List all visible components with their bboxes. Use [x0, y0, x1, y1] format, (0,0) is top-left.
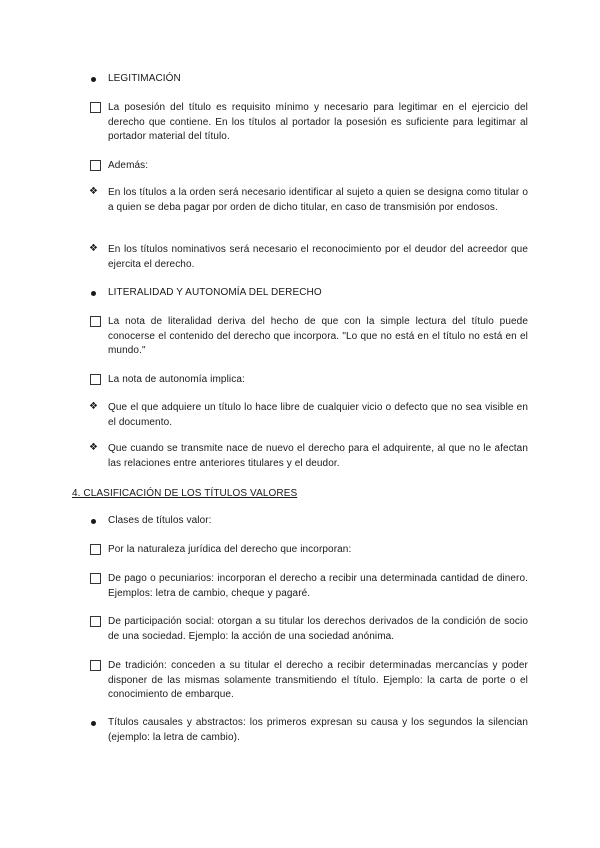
diamond-item-adquiere: ❖ Que el que adquiere un título lo hace libre de cualquier vicio o defecto que no sea visible en el documento.	[88, 401, 528, 430]
item-text: De pago o pecuniarios: incorporan el derecho a recibir una determinada cantidad de dinero. Ejemplos: letra de cambio, cheque y pagaré.	[108, 573, 528, 599]
bullet-causales	[88, 716, 528, 745]
bullet-text: LITERALIDAD Y AUTONOMÍA DEL DERECHO	[108, 287, 322, 298]
item-text: Que el que adquiere un título lo hace libre de cualquier vicio o defecto que no sea visible en el documento.	[108, 402, 528, 428]
bullet-text: Clases de títulos valor:	[108, 515, 212, 526]
checkbox-item-autonomia	[88, 373, 528, 388]
item-text: Además:	[108, 160, 149, 171]
item-text: En los títulos nominativos será necesario el reconocimiento por el deudor del acreedor que ejercita el derecho.	[108, 244, 528, 270]
item-text: La nota de autonomía implica:	[108, 374, 245, 385]
item-text: Por la naturaleza jurídica del derecho que incorporan:	[108, 544, 352, 555]
checkbox-item-participacion	[88, 615, 528, 644]
checkbox-item-naturaleza	[88, 543, 528, 558]
bullet-text: Títulos causales y abstractos: los primeros expresan su causa y los segundos la silencian (ejemplo: la letra de cambio).	[108, 717, 528, 743]
diamond-item-orden: ❖ En los títulos a la orden será necesario identificar al sujeto a quien se designa como titular o a quien se deba pagar por orden de dicho titular, en caso de transmisión por endosos.	[88, 186, 528, 215]
bullet-legitimacion	[88, 72, 528, 87]
bullet-clases	[88, 514, 528, 529]
checkbox-item-pago	[88, 572, 528, 601]
section-heading: 4. CLASIFICACIÓN DE LOS TÍTULOS VALORES	[72, 488, 298, 499]
diamond-item-transmite: ❖ Que cuando se transmite nace de nuevo el derecho para el adquirente, al que no le afectan las relaciones entre anteriores titulares y el deudor.	[88, 442, 528, 471]
item-text: La posesión del título es requisito mínimo y necesario para legitimar en el ejercicio del derecho que contiene. En los títulos al portador la posesión es suficiente para legitimar al portador material del título.	[108, 102, 528, 143]
item-text: Que cuando se transmite nace de nuevo el derecho para el adquirente, al que no le afectan las relaciones entre anteriores titulares y el deudor.	[108, 443, 528, 469]
checkbox-item-posesion	[88, 101, 528, 145]
bullet-text: LEGITIMACIÓN	[108, 73, 181, 84]
item-text: De participación social: otorgan a su titular los derechos derivados de la condición de socio de una sociedad. Ejemplo: la acción de una sociedad anónima.	[108, 616, 528, 642]
bullet-literalidad	[88, 286, 528, 301]
checkbox-item-ademas	[88, 159, 528, 174]
diamond-item-nominativos: ❖ En los títulos nominativos será necesario el reconocimiento por el deudor del acreedor que ejercita el derecho.	[88, 243, 528, 272]
item-text: La nota de literalidad deriva del hecho de que con la simple lectura del título puede conocerse el contenido del derecho que incorpora. "Lo que no está en el título no está en el mundo."	[108, 316, 528, 357]
checkbox-item-tradicion	[88, 659, 528, 703]
checkbox-item-literalidad	[88, 315, 528, 359]
item-text: En los títulos a la orden será necesario identificar al sujeto a quien se designa como titular o a quien se deba pagar por orden de dicho titular, en caso de transmisión por endosos.	[108, 187, 528, 213]
item-text: De tradición: conceden a su titular el derecho a recibir determinadas mercancías y poder disponer de las mismas solamente transmitiendo el título. Ejemplo: la carta de porte o el conocimiento de embarque.	[108, 660, 528, 701]
